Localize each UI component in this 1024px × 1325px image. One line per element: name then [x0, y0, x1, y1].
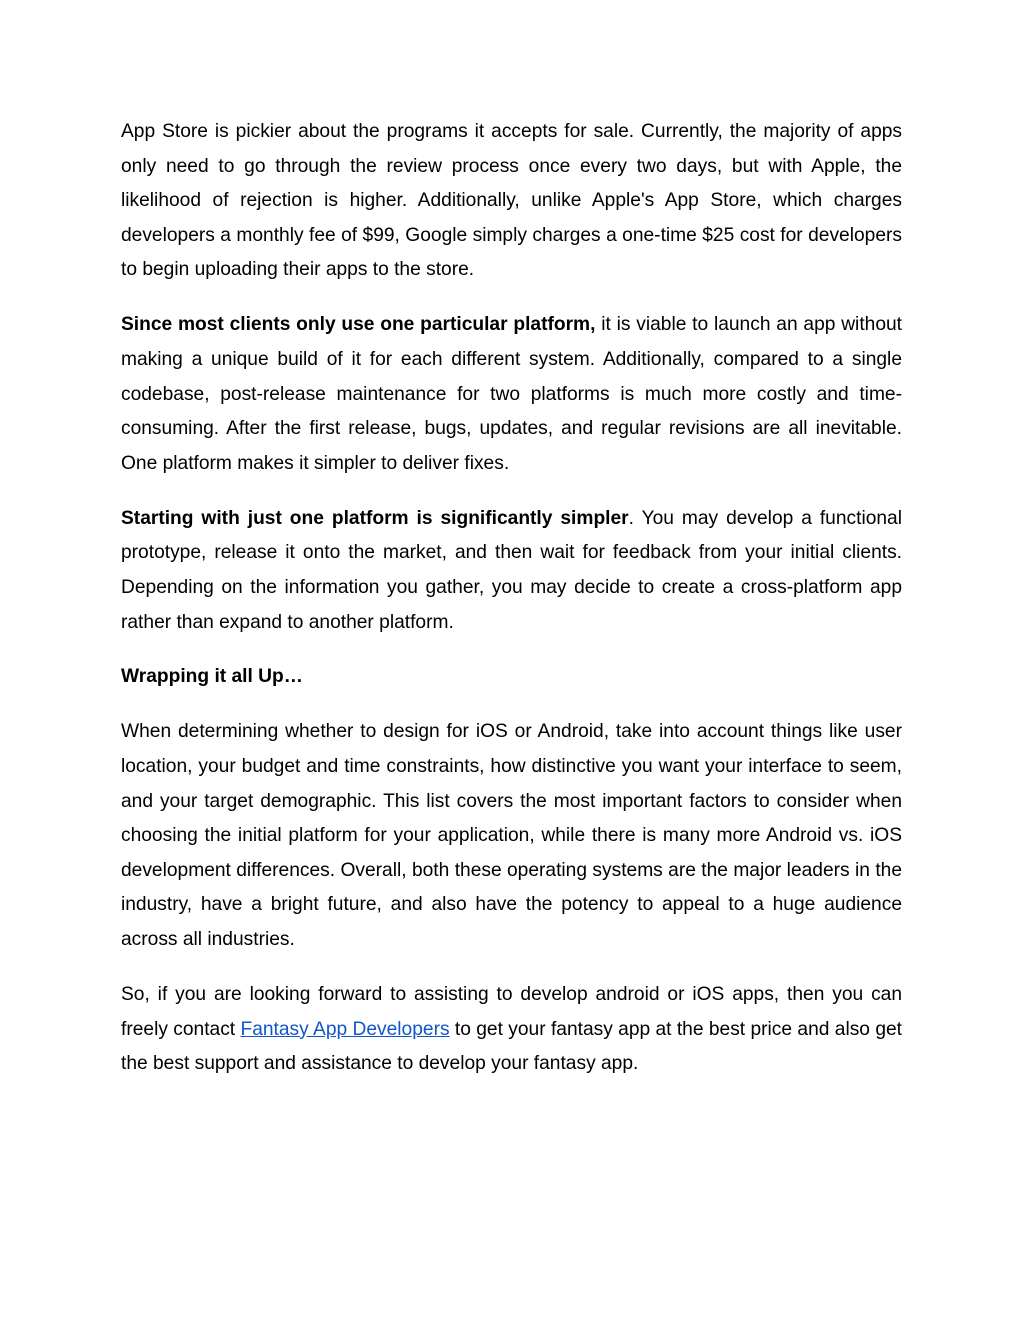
paragraph-app-store-fees	[121, 115, 902, 288]
section-heading	[121, 660, 902, 695]
paragraph-contact	[121, 978, 902, 1082]
paragraph-one-platform	[121, 308, 902, 481]
section-heading-text: Wrapping it all Up…	[121, 666, 303, 688]
paragraph-text-after-link: to get your fantasy app at the best price and also get the best support and assistance to develop your fantasy app.	[121, 1018, 902, 1075]
fantasy-app-developers-link[interactable]: Fantasy App Developers	[240, 1018, 450, 1040]
paragraph-lead-bold: Starting with just one platform is significantly simpler	[121, 507, 629, 529]
paragraph-text: When determining whether to design for iOS or Android, take into account things like user location, your budget and time constraints, how distinctive you want your interface to seem, and your target demographic. This list covers the most important factors to consider when choosing the initial platform for your application, while there is many more Android vs. iOS development differences. Overall, both these operating systems are the major leaders in the industry, have a bright future, and also have the potency to appeal to a huge audience across all industries.	[121, 721, 902, 951]
paragraph-starting-simple	[121, 502, 902, 640]
paragraph-text: . You may develop a functional prototype, release it onto the market, and then wait for feedback from your initial clients. Depending on the information you gather, you may decide to create a cross-platform app rather than expand to another platform.	[121, 507, 902, 633]
paragraph-text: it is viable to launch an app without making a unique build of it for each different system. Additionally, compared to a single codebase, post-release maintenance for two platforms is much more costly and time-consuming. After the first release, bugs, updates, and regular revisions are all inevitable. One platform makes it simpler to deliver fixes.	[121, 314, 902, 474]
document-page	[121, 115, 902, 1102]
paragraph-conclusion	[121, 715, 902, 957]
paragraph-lead-bold: Since most clients only use one particular platform,	[121, 314, 596, 336]
paragraph-text-before-link: So, if you are looking forward to assisting to develop android or iOS apps, then you can freely contact	[121, 984, 902, 1040]
paragraph-text: App Store is pickier about the programs it accepts for sale. Currently, the majority of apps only need to go through the review process once every two days, but with Apple, the likelihood of rejection is higher. Additionally, unlike Apple's App Store, which charges developers a monthly fee of $99, Google simply charges a one-time $25 cost for developers to begin uploading their apps to the store.	[121, 121, 902, 281]
